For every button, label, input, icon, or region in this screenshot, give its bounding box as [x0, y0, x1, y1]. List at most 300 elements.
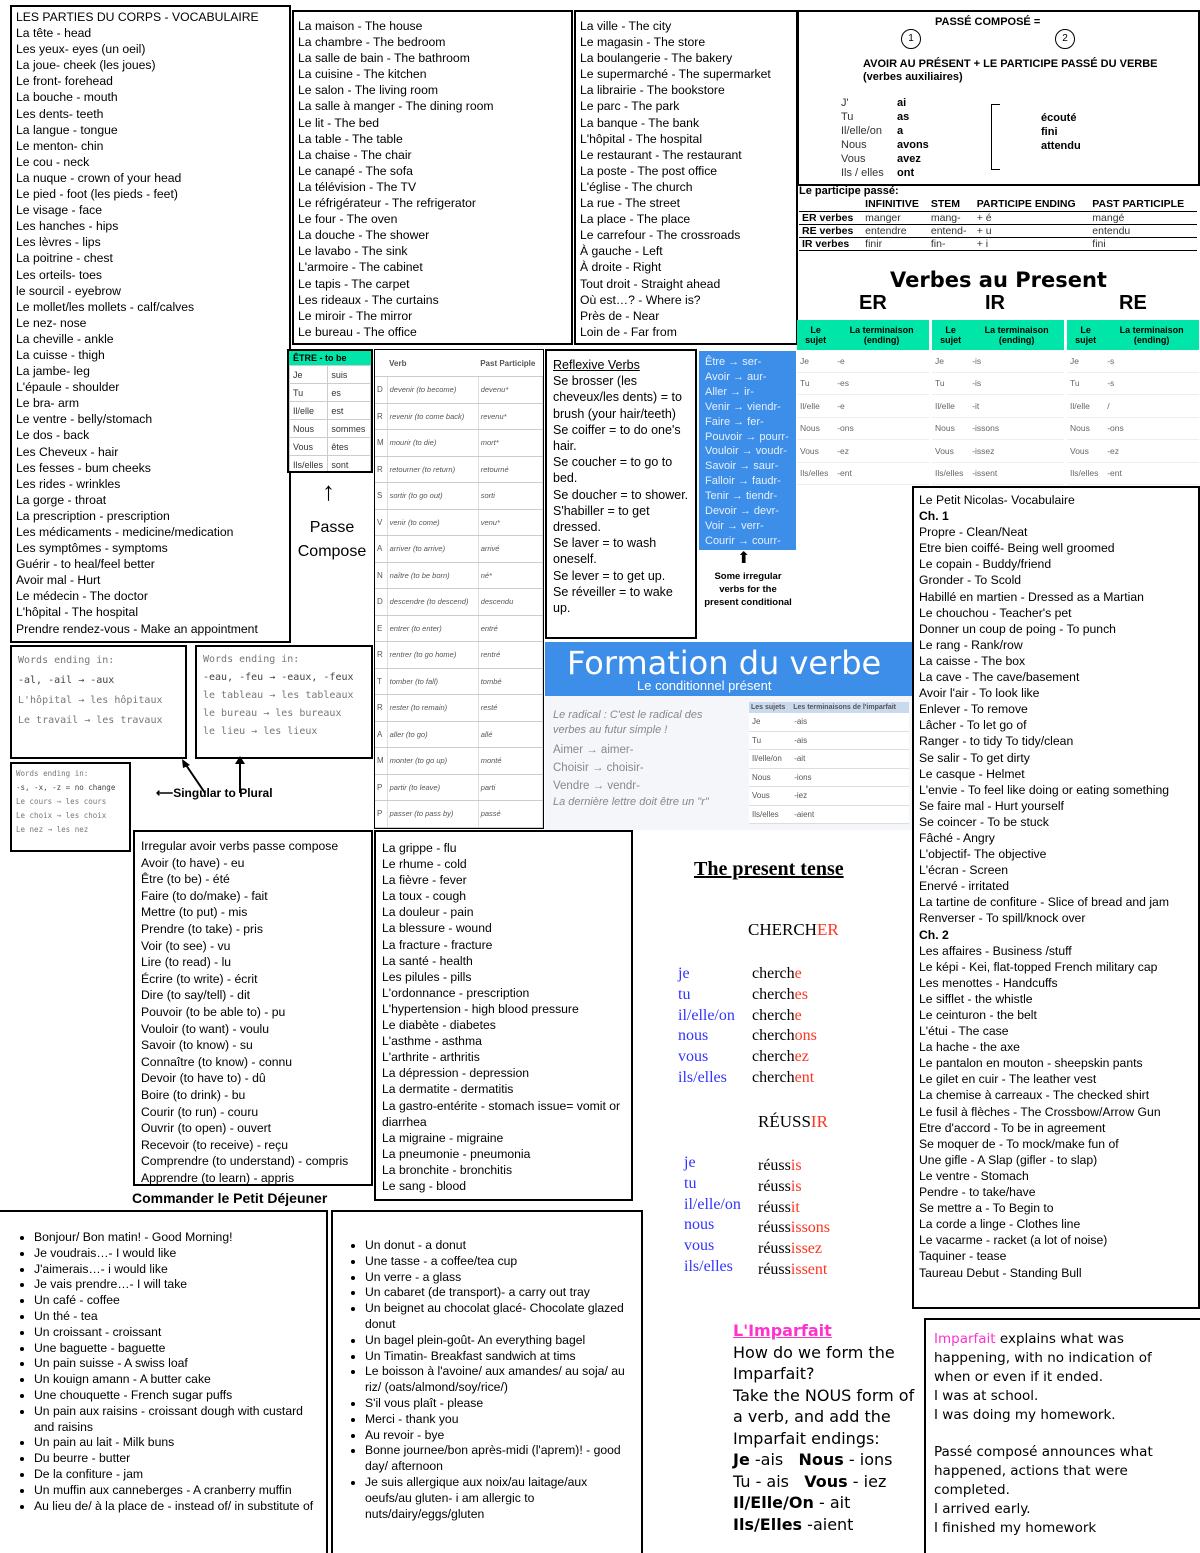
pp-row [799, 212, 1197, 225]
body-part-item: Les hanches - hips [16, 219, 119, 234]
verb2-pronoun: vous [684, 1237, 715, 1255]
cond-cell: Ils/elles [749, 805, 791, 824]
verb1-pronoun: tu [678, 985, 691, 1003]
pc-pronouns [841, 96, 884, 180]
verb2-pronoun: nous [684, 1216, 715, 1234]
body-part-item: Guérir - to heal/feel better [16, 557, 155, 572]
verb2-form [758, 1156, 830, 1177]
house-item: Le lit - The bed [298, 115, 380, 130]
body-part-item: L'hôpital - The hospital [16, 605, 139, 620]
imparfait-je-end: -ais [749, 1450, 784, 1469]
pv-pronoun: Il/elle [932, 395, 969, 418]
city-item: Le supermarché - The supermarket [580, 67, 771, 82]
irregular-avoir-item: Faire (to do/make) - fait [141, 888, 268, 903]
nicolas-item: La tartine de confiture - Slice of bread and jam [919, 895, 1169, 910]
pc-pronoun: Nous [841, 139, 867, 151]
illness-item: Le sang - blood [382, 1178, 467, 1193]
irregular-cond-item: Savoir → saur- [705, 460, 779, 473]
pv-ending: -it [969, 395, 1064, 418]
pv-ending: -ez [834, 440, 929, 463]
nicolas-item: Habillé en martien - Dressed as a Martian [919, 589, 1144, 604]
pp-cell: entendre [862, 225, 928, 238]
irregular-avoir-item: Savoir (to know) - su [141, 1038, 253, 1053]
house-item: Le canapé - The sofa [298, 163, 413, 178]
body-part-item: L'épaule - shoulder [16, 380, 120, 395]
breakfast-item: • Un donut - a donut [365, 1238, 625, 1254]
illness-item: La dépression - depression [382, 1066, 530, 1081]
mrs-cell: D [375, 377, 387, 404]
irregular-avoir-item: Pouvoir (to be able to) - pu [141, 1004, 286, 1019]
body-part-item: La gorge - throat [16, 492, 107, 507]
group-ir-label: IR [985, 292, 1005, 314]
irregular-cond-item: Avoir → aur- [705, 370, 767, 383]
body-part-item: La tête - head [16, 26, 92, 41]
nicolas-item: Etre d'accord - To be in agreement [919, 1120, 1106, 1135]
plural-box2-ex3: le lieu → les lieux [203, 726, 318, 737]
mrs-cell: A [375, 721, 387, 748]
city-item: Près de - Near [580, 308, 660, 323]
irregular-avoir-item: Ouvrir (to open) - ouvert [141, 1121, 272, 1136]
pc-example: fini [1041, 126, 1058, 138]
house-item: La chambre - The bedroom [298, 35, 446, 50]
col-terminaison: La terminaison (ending) [1104, 320, 1199, 350]
irregular-avoir-item: Devoir (to have to) - dû [141, 1071, 266, 1086]
verb1-form-ending: e [794, 1006, 802, 1024]
present-table-ir [932, 320, 1064, 485]
body-part-item: Les symptômes - symptoms [16, 541, 168, 556]
pv-ending: -e [834, 395, 929, 418]
cond-cell: Je [749, 713, 791, 731]
mrs-cell: naître (to be born) [387, 562, 478, 589]
illness-item: La grippe - flu [382, 841, 457, 855]
nicolas-item: Renverser - To spill/knock over [919, 911, 1086, 926]
pv-pronoun: Tu [1067, 372, 1104, 395]
nicolas-item: Le copain - Buddy/friend [919, 557, 1052, 572]
etre-table [289, 365, 371, 473]
reflexive-item: Se lever = to get up. [553, 568, 666, 583]
breakfast-item: • Un pain suisse - A swiss loaf [34, 1356, 320, 1372]
mrs-cell: T [375, 668, 387, 695]
mrs-cell: tombé [478, 668, 542, 695]
breakfast-list-2 [343, 1238, 625, 1522]
mrs-cell: R [375, 642, 387, 669]
mrs-cell: entré [478, 615, 542, 642]
verb2-form [758, 1260, 830, 1281]
imparfait-word: Imparfait [934, 1331, 996, 1347]
irregular-cond-item: Pouvoir → pourr- [705, 430, 789, 443]
mrs-cell: V [375, 509, 387, 536]
breakfast-item: • Au lieu de/ à la place de - instead of/ in substitute of [34, 1499, 320, 1515]
illness-item: La fracture - fracture [382, 937, 493, 952]
verb2-form-ending: is [790, 1177, 802, 1195]
body-part-item: Les lèvres - lips [16, 235, 101, 250]
nicolas-item: Se salir - To get dirty [919, 750, 1030, 765]
illness-item: La migraine - migraine [382, 1130, 504, 1145]
verb2-form-ending: issent [790, 1260, 828, 1278]
house-item: La table - The table [298, 131, 403, 146]
house-item: La cuisine - The kitchen [298, 67, 427, 82]
illness-item: L'ordonnance - prescription [382, 985, 530, 1000]
mrs-cell: rester (to remain) [387, 695, 478, 722]
nicolas-item: L'étui - The case [919, 1024, 1009, 1039]
pc-avoir-form: avons [897, 139, 929, 151]
reflexive-verbs-box [545, 349, 697, 639]
cond-cell: -ait [791, 750, 909, 769]
irregular-avoir-title: Irregular avoir verbs passe compose [141, 839, 339, 853]
verb1-form-ending: e [794, 965, 802, 982]
present-verbs-title: Verbes au Present [890, 268, 1107, 292]
conditionnel-title: Formation du verbe [567, 644, 882, 682]
imparfait-tu-end: - ais [750, 1471, 790, 1491]
pv-pronoun: Ils/elles [932, 462, 969, 485]
house-item: La télévision - The TV [298, 179, 417, 194]
nicolas-item: Ch. 1 [919, 509, 949, 524]
body-part-item: La cheville - ankle [16, 331, 114, 346]
house-item: Le réfrigérateur - The refrigerator [298, 196, 476, 211]
plural-box3-rule: -s, -x, -z = no change [16, 783, 116, 792]
pv-pronoun: Nous [1067, 417, 1104, 440]
irregular-avoir-item: Lire (to read) - lu [141, 955, 232, 970]
house-item: Le bureau - The office [298, 324, 417, 339]
present-verbs-section [797, 268, 1200, 480]
passe-compose-box [797, 10, 1200, 186]
pv-pronoun: Je [797, 350, 834, 372]
mrs-cell: rentré [478, 642, 542, 669]
pv-pronoun: Ils/elles [1067, 462, 1104, 485]
col-sujet: Le sujet [797, 320, 834, 350]
irregular-conditional-box [699, 351, 796, 550]
breakfast-item: • Merci - thank you [365, 1412, 625, 1428]
pc-avoir-form: ont [897, 167, 915, 179]
reflexive-item: Se coiffer = to do one's hair. [553, 422, 681, 454]
col-terminaison: La terminaison (ending) [969, 320, 1064, 350]
pc-brace [991, 104, 1000, 170]
verb1-stem: CHERCH [748, 920, 817, 939]
pc-num2: 2 [1055, 29, 1075, 49]
nicolas-item: Enlever - To remove [919, 702, 1028, 717]
plural-box2-ex2: le bureau → les bureaux [203, 708, 342, 719]
nicolas-item: Gronder - To Scold [919, 573, 1022, 588]
house-vocab-box [292, 10, 573, 345]
body-part-item: le sourcil - eyebrow [16, 283, 121, 298]
pc-example: attendu [1041, 140, 1081, 152]
reflexive-item: Se brosser (les cheveux/les dents) = to brush (your hair/teeth) [553, 374, 682, 421]
present-tense-section [660, 850, 910, 1290]
pc-pronoun: J' [841, 97, 849, 109]
city-item: Loin de - Far from [580, 324, 677, 339]
etre-cell: Tu [290, 384, 328, 402]
pp-header [799, 197, 862, 212]
verb2-pronoun: il/elle/on [684, 1195, 741, 1213]
imparfait-je: Je [733, 1450, 750, 1469]
illness-list [382, 840, 625, 1194]
nicolas-item: Etre bien coiffé- Being well groomed [919, 541, 1115, 556]
breakfast-item: • Un kouign amann - A butter cake [34, 1372, 320, 1388]
nicolas-item: Se faire mal - Hurt yourself [919, 798, 1064, 813]
verb2-pronoun: ils/elles [684, 1257, 733, 1275]
verb1-heading [748, 920, 839, 940]
imparfait-q1: How do we form the Imparfait? [733, 1342, 895, 1383]
body-part-item: Les yeux- eyes (un oeil) [16, 42, 146, 57]
participe-table [799, 197, 1197, 251]
plural-al-box [10, 645, 187, 759]
plural-label [156, 786, 273, 800]
etre-verbs-box [374, 349, 544, 829]
irregular-cond-item: Venir → viendr- [705, 400, 781, 413]
imparfait-explain-text: explains what was happening, with no indication of when or even if it ended. [934, 1331, 1152, 1385]
nicolas-item: Le ceinturon - the belt [919, 1008, 1037, 1022]
breakfast-item: • Une tasse - a coffee/tea cup [365, 1254, 625, 1270]
body-part-item: La joue- cheek (les joues) [16, 58, 156, 73]
irregular-cond-item: Vouloir → voudr- [705, 445, 787, 458]
irregular-avoir-box [133, 830, 373, 1186]
city-item: La ville - The city [580, 19, 672, 33]
breakfast-item: • Un verre - a glass [365, 1270, 625, 1286]
mrs-cell: M [375, 748, 387, 775]
pv-pronoun: Nous [797, 417, 834, 440]
breakfast-item: • J'aimerais…- i would like [34, 1262, 320, 1278]
breakfast-item: • Une baguette - baguette [34, 1341, 320, 1357]
verb1-form [752, 1026, 817, 1047]
etre-label: Passe Compose [297, 519, 367, 560]
verb1-form [752, 964, 817, 985]
cond-caption: Some irregular verbs for the present conditional [704, 571, 792, 608]
nicolas-item: L'objectif- The objective [919, 847, 1047, 862]
body-part-item: Les médicaments - medicine/medication [16, 525, 234, 539]
plural-box2-rule: -eau, -feu → -eaux, -feux [203, 672, 354, 683]
breakfast-item: • Du beurre - butter [34, 1451, 320, 1467]
breakfast-item: • Un pain aux raisins - croissant dough with custard and raisins [34, 1404, 320, 1436]
irregular-avoir-item: Comprendre (to understand) - compris [141, 1154, 349, 1169]
pv-pronoun: Vous [932, 440, 969, 463]
nicolas-item: Le chouchou - Teacher's pet [919, 605, 1072, 620]
mrs-cell: mort* [478, 430, 542, 457]
pp-cell: + i [974, 238, 1090, 251]
breakfast-col2-box [331, 1210, 643, 1553]
body-part-item: Le médecin - The doctor [16, 589, 148, 604]
house-item: Le tapis - The carpet [298, 276, 410, 291]
verb1-form-ending: ons [794, 1027, 817, 1045]
city-item: Où est…? - Where is? [580, 292, 701, 307]
verb2-heading [758, 1112, 828, 1132]
house-item: Le salon - The living room [298, 83, 439, 98]
breakfast-item: • Le boisson à l'avoine/ aux amandes/ au soja/ au riz/ (oats/almond/soy/rice/) [365, 1364, 625, 1396]
city-item: À droite - Right [580, 260, 662, 275]
imparfait-explain-2: I was at school. [934, 1388, 1039, 1404]
nicolas-item: Les affaires - Business /stuff [919, 943, 1072, 958]
pv-ending: -is [969, 372, 1064, 395]
cond-cell: Nous [749, 768, 791, 787]
house-item: Le lavabo - The sink [298, 244, 408, 259]
cond-cell: -aient [791, 805, 909, 824]
verb2-form-ending: issons [790, 1219, 831, 1237]
pv-ending: -issent [969, 462, 1064, 485]
etre-arrow: ↑ [322, 476, 335, 506]
body-part-item: Le visage - face [16, 203, 103, 218]
etre-cell: sommes [328, 420, 371, 438]
city-item: La rue - The street [580, 196, 681, 211]
verb1-form-stem: cherch [752, 1048, 795, 1066]
body-part-item: Le ventre - belly/stomach [16, 412, 153, 427]
pp-cell: + u [974, 225, 1090, 238]
illness-vocab-box [374, 830, 633, 1201]
body-part-item: Le dos - back [16, 428, 90, 443]
verb1-pronoun: nous [678, 1027, 709, 1045]
group-re-label: RE [1119, 292, 1147, 314]
city-list [580, 18, 792, 340]
verb2-ending: IR [810, 1112, 828, 1131]
pv-pronoun: Vous [797, 440, 834, 463]
cond-header: Les terminaisons de l'imparfait [791, 702, 909, 713]
mrs-cell: sortir (to go out) [387, 483, 478, 510]
verb2-form [758, 1177, 830, 1198]
irregular-cond-item: Aller → ir- [705, 385, 754, 398]
verb1-form-ending: ez [794, 1048, 809, 1066]
nicolas-item: La corde a linge - Clothes line [919, 1217, 1081, 1232]
etre-cell: Nous [290, 420, 328, 438]
cond-cell: -ais [791, 713, 909, 731]
petit-nicolas-box [912, 486, 1200, 1309]
irregular-conditional-list [705, 355, 790, 549]
reflexive-item: Se laver = to wash oneself. [553, 536, 657, 567]
imparfait-explain-box [924, 1318, 1200, 1553]
verb1-pronoun: ils/elles [678, 1068, 727, 1086]
etre-cell: sont [328, 456, 371, 474]
imparfait-tu: Tu [733, 1471, 751, 1491]
breakfast-item: • Au revoir - bye [365, 1428, 625, 1444]
city-item: L'église - The church [580, 179, 693, 194]
mrs-header-blank [375, 350, 387, 377]
reflexive-item: Se réveiller = to wake up. [553, 584, 673, 616]
pv-ending: -issons [969, 417, 1064, 440]
etre-cell: est [328, 402, 371, 420]
irregular-avoir-item: Vouloir (to want) - voulu [141, 1021, 270, 1036]
irregular-avoir-item: Prendre (to take) - pris [141, 921, 263, 936]
verb2-form-ending: it [790, 1198, 800, 1216]
verb2-form-ending: issez [790, 1240, 822, 1258]
etre-cell: suis [328, 366, 371, 384]
breakfast-item: • Je vais prendre…- I will take [34, 1277, 320, 1293]
pp-header: PAST PARTICIPLE [1089, 197, 1197, 212]
verb1-pronoun: je [678, 965, 690, 982]
illness-item: La bronchite - bronchitis [382, 1162, 513, 1177]
irregular-avoir-item: Courir (to run) - couru [141, 1104, 259, 1119]
city-item: Le magasin - The store [580, 35, 706, 50]
nicolas-item: Le casque - Helmet [919, 766, 1025, 781]
mrs-cell: tomber (to fall) [387, 668, 478, 695]
body-part-item: Les dents- teeth [16, 106, 104, 121]
present-table-er [797, 320, 929, 485]
mrs-cell: retourné [478, 456, 542, 483]
body-part-item: La jambe- leg [16, 364, 90, 379]
irregular-avoir-item: Connaître (to know) - connu [141, 1054, 293, 1069]
pc-pronoun: Ils / elles [841, 167, 884, 179]
illness-item: Les pilules - pills [382, 969, 472, 984]
verb2-form-ending: is [790, 1157, 802, 1174]
plural-box2-title: Words ending in: [203, 654, 300, 665]
mrs-cell: descendu [478, 589, 542, 616]
irregular-cond-item: Tenir → tiendr- [705, 490, 778, 503]
mrs-cell: P [375, 801, 387, 828]
irregular-avoir-item: Voir (to see) - vu [141, 938, 231, 953]
body-parts-list [16, 25, 285, 637]
house-list [298, 18, 567, 340]
plural-left-arrow: ⟵ [156, 786, 174, 800]
body-part-item: La poitrine - chest [16, 251, 113, 266]
breakfast-item: • Une chouquette - French sugar puffs [34, 1388, 320, 1404]
city-item: La place - The place [580, 212, 691, 227]
verb1-form-ending: ent [794, 1068, 815, 1086]
nicolas-item: Enervé - irritated [919, 879, 1010, 894]
body-part-item: La bouche - mouth [16, 90, 118, 105]
pp-cell: RE verbes [799, 225, 862, 238]
imparfait-explain-1 [934, 1330, 1192, 1387]
nicolas-item: Les menottes - Handcuffs [919, 975, 1058, 990]
pp-header: INFINITIVE [862, 197, 928, 212]
irregular-avoir-item: Écrire (to write) - écrit [141, 971, 258, 986]
nicolas-item: Le rang - Rank/row [919, 637, 1023, 652]
nicolas-item: Fâché - Angry [919, 830, 995, 845]
body-part-item: Les fesses - bum cheeks [16, 460, 151, 475]
mrs-cell: venu* [478, 509, 542, 536]
verb1-forms [752, 964, 817, 1089]
body-parts-box [10, 5, 291, 643]
verb1-form-stem: cherch [752, 985, 795, 1003]
participe-passe-section [799, 185, 1200, 269]
breakfast-item: • Un cabaret (de transport)- a carry out tray [365, 1285, 625, 1301]
verb2-pronoun: tu [684, 1174, 697, 1192]
illness-item: L'asthme - asthma [382, 1034, 482, 1049]
pv-ending: -ons [834, 417, 929, 440]
breakfast-item: • Bonjour/ Bon matin! - Good Morning! [34, 1230, 320, 1246]
mrs-cell: M [375, 430, 387, 457]
mrs-cell: E [375, 615, 387, 642]
irregular-cond-item: Être → ser- [705, 356, 762, 368]
verb1-ending: ER [816, 920, 839, 939]
nicolas-item: Taureau Debut - Standing Bull [919, 1265, 1082, 1280]
irregular-avoir-item: Avoir (to have) - eu [141, 855, 245, 870]
conditionnel-radical: Le radical : C'est le radical des verbes au futur simple ! [553, 709, 703, 736]
house-item: La chaise - The chair [298, 147, 412, 162]
verb1-form-stem: cherch [752, 1006, 795, 1024]
mrs-cell: monter (to go up) [387, 748, 478, 775]
imparfait-explain-3: I was doing my homework. [934, 1407, 1116, 1423]
nicolas-item: La caisse - The box [919, 653, 1026, 668]
illness-item: La pneumonie - pneumonia [382, 1146, 531, 1161]
mrs-cell: né* [478, 562, 542, 589]
pv-pronoun: Vous [1067, 440, 1104, 463]
reflexive-title: Reflexive Verbs [553, 358, 640, 372]
pc-avoir-form: avez [897, 153, 921, 165]
city-item: La banque - The bank [580, 115, 700, 130]
nicolas-item: La cave - The cave/basement [919, 670, 1080, 685]
verb2-stem: RÉUSS [758, 1112, 811, 1131]
verb2-form-stem: réuss [758, 1240, 791, 1258]
nicolas-item: L'envie - To feel like doing or eating something [919, 782, 1170, 797]
imparfait-row1 [733, 1449, 918, 1471]
pv-ending: / [1104, 395, 1199, 418]
group-er-label: ER [859, 292, 887, 314]
conditionnel-section [545, 642, 915, 832]
etre-cell: Il/elle [290, 402, 328, 420]
pv-ending: -s [1104, 350, 1199, 372]
irregular-avoir-item: Mettre (to put) - mis [141, 905, 248, 920]
city-item: À gauche - Left [580, 244, 663, 259]
reflexive-list [553, 373, 689, 616]
etre-verbs-table [375, 350, 543, 828]
house-item: La salle de bain - The bathroom [298, 51, 470, 66]
verb2-pronouns [684, 1153, 741, 1278]
